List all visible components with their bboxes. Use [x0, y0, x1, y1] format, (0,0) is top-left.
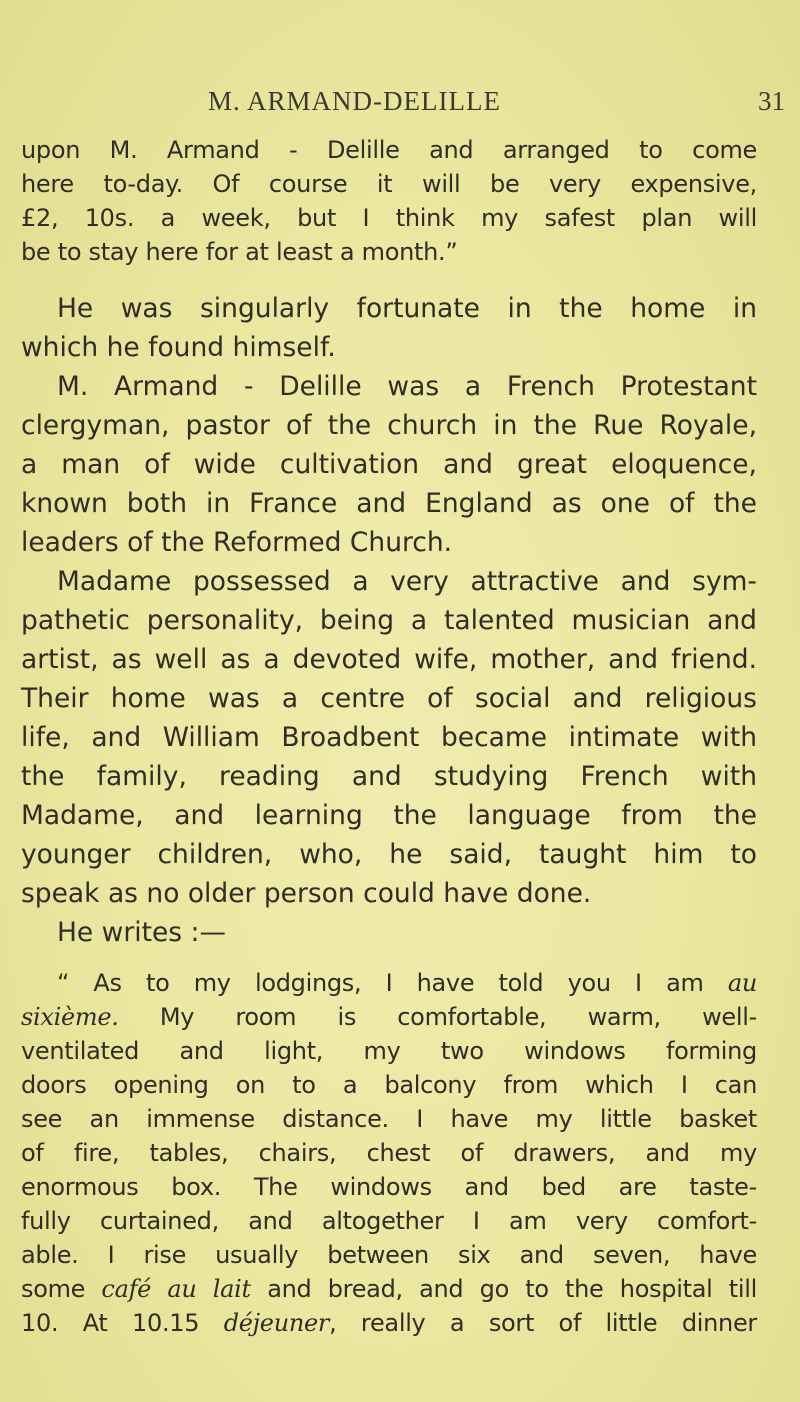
- text-line: here to-day. Of course it will be very expensive,: [21, 170, 757, 198]
- text-line: pathetic personality, being a talented musician and: [21, 605, 757, 636]
- text-segment: some: [21, 1275, 102, 1303]
- text-line: He was singularly fortunate in the home in: [57, 293, 757, 324]
- text-line: able. I rise usually between six and seven, have: [21, 1241, 757, 1269]
- text-segment: and bread, and go to the hospital till: [250, 1275, 757, 1303]
- text-line: upon M. Armand - Delille and arranged to come: [21, 136, 757, 164]
- text-segment: “ As to my lodgings, I have told you I am: [57, 969, 728, 997]
- text-line: Their home was a centre of social and religious: [21, 683, 757, 714]
- text-segment: , really a sort of little dinner: [329, 1309, 757, 1337]
- text-line: [21, 1000, 757, 1034]
- text-line: speak as no older person could have done.: [21, 878, 592, 909]
- text-line: the family, reading and studying French with: [21, 761, 757, 792]
- italic-text: café au lait: [101, 1275, 251, 1303]
- running-head: M. ARMAND-DELILLE: [208, 86, 501, 116]
- text-line: artist, as well as a devoted wife, mother, and friend.: [21, 644, 757, 675]
- text-line: Madame possessed a very attractive and sym-: [57, 566, 757, 597]
- text-line: clergyman, pastor of the church in the Rue Royale,: [21, 410, 757, 441]
- text-line: younger children, who, he said, taught him to: [21, 839, 757, 870]
- italic-text: déjeuner: [223, 1309, 330, 1337]
- text-segment: 10. At 10.15: [21, 1309, 224, 1337]
- text-line: [57, 966, 757, 1000]
- text-line: [21, 1272, 757, 1306]
- text-line: Madame, and learning the language from the: [21, 800, 757, 831]
- page-header: [0, 78, 800, 118]
- text-line: of fire, tables, chairs, chest of drawers, and my: [21, 1139, 757, 1167]
- text-line: [21, 1306, 757, 1340]
- text-line: He writes :—: [57, 917, 226, 948]
- text-line: fully curtained, and altogether I am very comfort-: [21, 1207, 757, 1235]
- text-line: ventilated and light, my two windows forming: [21, 1037, 757, 1065]
- text-line: a man of wide cultivation and great eloquence,: [21, 449, 757, 480]
- text-segment: My room is comfortable, warm, well-: [118, 1003, 757, 1031]
- text-line: be to stay here for at least a month.”: [21, 238, 458, 266]
- text-line: doors opening on to a balcony from which I can: [21, 1071, 757, 1099]
- text-line: which he found himself.: [21, 332, 336, 363]
- italic-text: au: [727, 969, 757, 997]
- page-number: 31: [758, 86, 785, 116]
- text-line: leaders of the Reformed Church.: [21, 527, 453, 558]
- text-line: £2, 10s. a week, but I think my safest plan will: [21, 204, 757, 232]
- text-line: life, and William Broadbent became intimate with: [21, 722, 757, 753]
- text-line: M. Armand - Delille was a French Protestant: [57, 371, 757, 402]
- text-line: see an immense distance. I have my little basket: [21, 1105, 757, 1133]
- text-line: enormous box. The windows and bed are taste-: [21, 1173, 757, 1201]
- text-line: known both in France and England as one of the: [21, 488, 757, 519]
- italic-text: sixième.: [21, 1003, 119, 1031]
